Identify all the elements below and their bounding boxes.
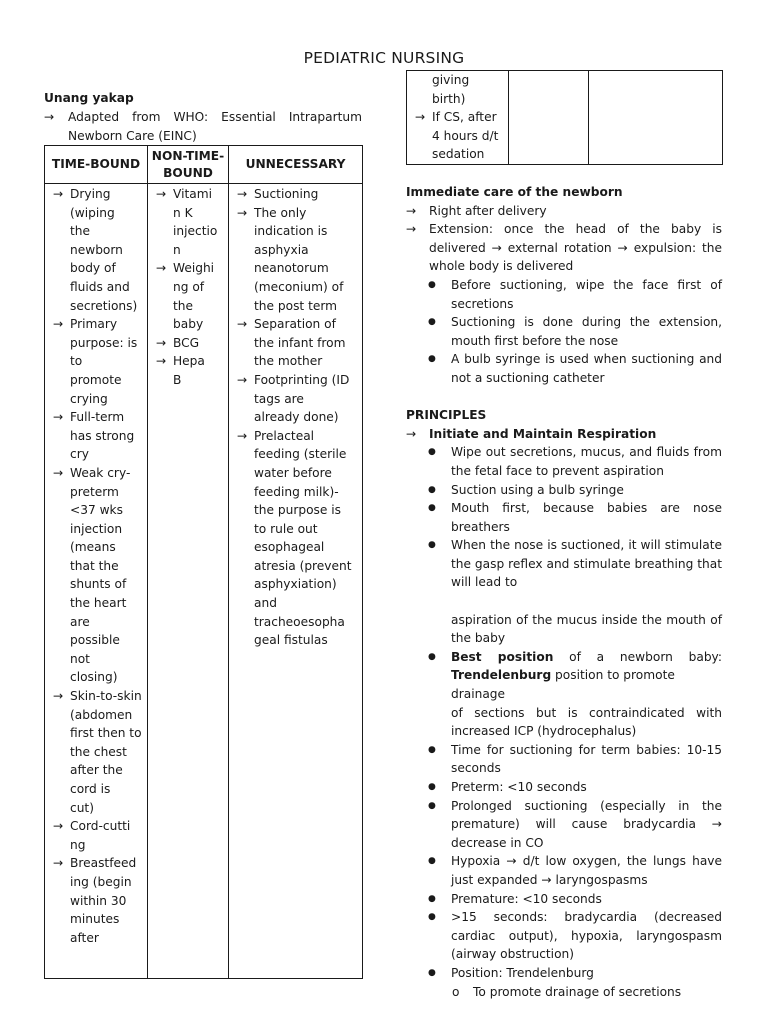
principles-line: Wipe out secretions, mucus, and fluids from — [451, 445, 722, 460]
unnecessary-line: the mother — [254, 354, 323, 369]
header-unnecessary: UNNECESSARY — [229, 146, 363, 184]
time-bound-line: body of — [70, 261, 116, 276]
non-time-bound-line: BCG — [173, 335, 200, 350]
best-position-label: Best position — [451, 649, 554, 664]
right-column — [406, 183, 722, 1001]
immediate-care-bullet — [406, 276, 722, 313]
principles-line: When the nose is suctioned, it will stimulate — [451, 538, 722, 553]
time-bound-line: minutes — [70, 912, 120, 927]
unnecessary-item — [229, 371, 362, 427]
time-bound-line: (means — [70, 540, 116, 555]
immediate-care-line: Suctioning is done during the extension, — [451, 315, 722, 330]
time-bound-line: that the — [70, 558, 119, 573]
unnecessary-line: water before — [254, 465, 332, 480]
immediate-care-line: Before suctioning, wipe the face first of — [451, 277, 722, 292]
principles-bullet — [406, 890, 722, 909]
header-time-bound: TIME-BOUND — [45, 146, 148, 184]
page-title: PEDIATRIC NURSING — [303, 49, 465, 67]
unnecessary-line: geal fistulas — [254, 633, 328, 648]
time-bound-line: possible — [70, 633, 120, 648]
principles-line: Premature: <10 seconds — [451, 891, 602, 906]
bullet-icon: ● — [428, 782, 436, 792]
bullet-icon: ● — [428, 967, 436, 978]
immediate-care-bullet — [406, 313, 722, 350]
unnecessary-line: Prelacteal — [254, 428, 315, 443]
time-bound-line: preterm — [70, 484, 119, 499]
bullet-icon: ● — [428, 279, 436, 290]
time-bound-line: fluids and — [70, 279, 130, 294]
best-position-text-4: increased ICP (hydrocephalus) — [451, 724, 637, 739]
principles-line: Suction using a bulb syringe — [451, 482, 624, 497]
time-bound-line: Drying — [70, 187, 111, 201]
time-bound-line: Skin-to-skin — [70, 689, 142, 704]
non-time-bound-line: ng of — [173, 279, 205, 294]
principles-line: Position: Trendelenburg — [451, 965, 594, 980]
principles-bullet — [406, 481, 722, 500]
non-time-bound-line: n K — [173, 205, 193, 220]
non-time-bound-line: injectio — [173, 224, 218, 239]
principles-line: Preterm: <10 seconds — [451, 780, 587, 794]
aspiration-line-1: aspiration of the mucus inside the mouth of — [451, 612, 722, 627]
time-bound-line: Weak cry- — [70, 465, 131, 480]
arrow-icon: → — [156, 354, 167, 369]
principles-line: >15 seconds: bradycardia (decreased — [451, 910, 722, 925]
non-time-bound-line: B — [173, 372, 182, 387]
principles-line: Prolonged suctioning (especially in the — [451, 798, 722, 813]
time-bound-line: cry — [70, 447, 89, 462]
principles-line: decrease in CO — [451, 835, 544, 850]
arrow-icon: → — [156, 261, 167, 276]
unnecessary-line: asphyxia — [254, 242, 309, 257]
unnecessary-line: Suctioning — [254, 187, 319, 201]
arrow-icon: → — [44, 110, 55, 124]
time-bound-item — [45, 817, 147, 854]
principles-line: the gasp reflex and stimulate breathing that — [451, 556, 722, 571]
adapted-from-item — [44, 108, 362, 145]
bullet-icon: ● — [428, 540, 436, 551]
arrow-icon: → — [406, 426, 417, 441]
non-time-bound-line: Hepa — [173, 354, 205, 369]
immediate-care-line: secretions — [451, 296, 514, 311]
time-bound-item — [45, 687, 147, 817]
immediate-care-line: not a suctioning catheter — [451, 370, 605, 385]
unnecessary-line: indication is — [254, 224, 328, 239]
unnecessary-line: the infant from — [254, 335, 346, 350]
time-bound-line: closing) — [70, 670, 118, 685]
principles-line: premature) will cause bradycardia → — [451, 817, 722, 832]
time-bound-line: Breastfeed — [70, 856, 137, 871]
principles-line: Time for suctioning for term babies: 10-15 — [451, 742, 722, 757]
immediate-care-line: Extension: once the head of the baby is — [429, 222, 722, 237]
best-position-text-3: of sections but is contraindicated with — [451, 705, 722, 720]
principles-bullet — [406, 443, 722, 480]
arrow-icon: → — [415, 110, 426, 125]
time-bound-line: Full-term — [70, 410, 125, 425]
continued-empty-cell — [589, 71, 723, 165]
continued-table — [406, 70, 723, 165]
unnecessary-line: feeding (sterile — [254, 447, 347, 462]
immediate-care-bullet — [406, 350, 722, 387]
unnecessary-line: (meconium) of — [254, 279, 344, 294]
aspiration-line-2: the baby — [451, 631, 506, 646]
arrow-icon: → — [156, 335, 167, 350]
time-bound-line: are — [70, 614, 90, 629]
continued-empty-cell — [509, 71, 589, 165]
principles-line: (airway obstruction) — [451, 947, 574, 962]
unnecessary-line: feeding milk)- — [254, 484, 339, 499]
time-bound-item — [45, 185, 147, 315]
best-position-text-2: position to promote drainage — [451, 668, 675, 702]
unnecessary-line: the purpose is — [254, 503, 341, 518]
non-time-bound-cell — [148, 184, 229, 979]
arrow-icon: → — [53, 317, 64, 332]
time-bound-line: after — [70, 930, 99, 945]
time-bound-line: first then to — [70, 726, 142, 741]
arrow-icon: → — [237, 205, 248, 220]
header-non-time-bound: NON-TIME-BOUND — [148, 146, 229, 184]
bullet-icon: ● — [428, 856, 436, 867]
time-bound-line: <37 wks — [70, 503, 123, 518]
principles-subheading — [406, 425, 722, 444]
principles-bullet — [406, 778, 722, 797]
unnecessary-line: esophageal — [254, 540, 325, 555]
arrow-icon: → — [237, 372, 248, 387]
time-bound-line: to — [70, 354, 83, 369]
unnecessary-item — [229, 315, 362, 371]
principles-line: Mouth first, because babies are nose — [451, 501, 722, 516]
unnecessary-line: already done) — [254, 410, 339, 425]
arrow-icon: → — [156, 187, 167, 201]
time-bound-line: purpose: is — [70, 335, 138, 350]
time-bound-cell — [45, 184, 148, 979]
unnecessary-line: atresia (prevent — [254, 558, 352, 573]
if-cs-item — [407, 108, 508, 164]
unnecessary-line: asphyxiation) — [254, 577, 337, 592]
arrow-icon: → — [237, 187, 248, 201]
unnecessary-line: Footprinting (ID — [254, 372, 350, 387]
non-time-bound-item — [148, 334, 228, 353]
unang-yakap-heading: Unang yakap — [44, 91, 134, 105]
time-bound-line: ng — [70, 837, 86, 852]
time-bound-line: within 30 — [70, 893, 127, 908]
unnecessary-line: neanotorum — [254, 261, 329, 276]
non-time-bound-line: baby — [173, 317, 204, 332]
bullet-icon: ● — [428, 800, 436, 811]
continued-time-bound-cell — [407, 71, 509, 165]
time-bound-line: not — [70, 651, 90, 666]
arrow-icon: → — [237, 428, 248, 443]
immediate-care-line: mouth first before the nose — [451, 333, 619, 348]
sub-bullet-item — [406, 983, 722, 1002]
arrow-icon: → — [406, 203, 417, 218]
non-time-bound-line: Weighi — [173, 261, 215, 276]
arrow-icon: → — [53, 819, 64, 834]
sub-bullet-text: To promote drainage of secretions — [473, 984, 682, 999]
time-bound-line: (abdomen — [70, 707, 133, 722]
non-time-bound-line: Vitami — [173, 187, 212, 201]
time-bound-line: crying — [70, 391, 108, 406]
principles-line: the fetal face to prevent aspiration — [451, 463, 664, 478]
principles-bullet — [406, 741, 722, 778]
time-bound-item — [45, 464, 147, 687]
time-bound-line: Cord-cutti — [70, 819, 131, 834]
principles-heading: PRINCIPLES — [406, 408, 487, 423]
principles-line: Hypoxia → d/t low oxygen, the lungs have — [451, 854, 722, 869]
arrow-icon: → — [53, 187, 64, 201]
immediate-care-line: whole body is delivered — [429, 259, 574, 274]
non-time-bound-item — [148, 185, 228, 259]
time-bound-line: (wiping — [70, 205, 115, 220]
principles-line: breathers — [451, 519, 510, 534]
bullet-icon: ● — [428, 484, 436, 495]
arrow-icon: → — [53, 856, 64, 871]
einc-table — [44, 145, 363, 979]
non-time-bound-item — [148, 352, 228, 389]
time-bound-line: cord is — [70, 782, 111, 796]
continued-line-2: birth) — [432, 91, 466, 106]
unnecessary-line: Separation of — [254, 317, 336, 332]
time-bound-line: Primary — [70, 317, 118, 332]
unnecessary-line: tags are — [254, 391, 304, 406]
if-cs-line-3: sedation — [432, 147, 485, 162]
bullet-icon: ● — [428, 354, 436, 365]
principles-bullet — [406, 852, 722, 889]
bullet-icon: ● — [428, 447, 436, 458]
principles-bullet — [406, 908, 722, 964]
unnecessary-line: to rule out — [254, 521, 318, 536]
immediate-care-heading: Immediate care of the newborn — [406, 185, 623, 199]
unnecessary-line: The only — [254, 205, 307, 220]
adapted-line-2: Newborn Care (EINC) — [68, 128, 197, 143]
bullet-icon: ● — [428, 744, 436, 755]
immediate-care-line: Right after delivery — [429, 203, 547, 218]
principles-line: seconds — [451, 761, 501, 776]
time-bound-line: secretions) — [70, 298, 138, 313]
time-bound-line: cut) — [70, 800, 94, 815]
bullet-icon: ● — [428, 503, 436, 514]
arrow-icon: → — [53, 689, 64, 704]
principles-bullet — [406, 536, 722, 592]
non-time-bound-line: the — [173, 298, 194, 313]
unnecessary-item — [229, 427, 362, 650]
arrow-icon: → — [406, 222, 417, 237]
principles-subheading-text: Initiate and Maintain Respiration — [429, 426, 657, 441]
bullet-icon: ● — [428, 912, 436, 923]
time-bound-line: newborn — [70, 242, 123, 257]
bullet-icon: ● — [428, 317, 436, 328]
bullet-icon: ● — [428, 893, 436, 904]
best-position-bullet — [406, 648, 722, 741]
time-bound-item — [45, 854, 147, 947]
immediate-care-item — [406, 220, 722, 276]
time-bound-item — [45, 408, 147, 464]
principles-bullet — [406, 964, 722, 983]
principles-line: just expanded → laryngospasms — [451, 872, 648, 887]
arrow-icon: → — [237, 317, 248, 332]
unnecessary-item — [229, 185, 362, 204]
adapted-line-1: Adapted from WHO: Essential Intrapartum — [68, 110, 362, 124]
principles-bullet — [406, 797, 722, 853]
unnecessary-line: the post term — [254, 298, 338, 313]
time-bound-item — [45, 315, 147, 408]
if-cs-line-2: 4 hours d/t — [432, 128, 499, 143]
time-bound-line: ing (begin — [70, 874, 132, 889]
time-bound-line: promote — [70, 372, 122, 387]
sub-bullet-icon: o — [452, 984, 460, 999]
immediate-care-line: A bulb syringe is used when suctioning and — [451, 352, 722, 367]
unnecessary-item — [229, 204, 362, 316]
best-position-text-1: of a newborn baby: — [553, 649, 722, 664]
principles-bullet — [406, 499, 722, 536]
time-bound-line: the chest — [70, 744, 127, 759]
unnecessary-line: tracheoesopha — [254, 614, 345, 629]
time-bound-line: after the — [70, 763, 123, 778]
immediate-care-line: delivered → external rotation → expulsion: the — [429, 240, 722, 255]
unnecessary-cell — [229, 184, 363, 979]
arrow-icon: → — [53, 465, 64, 480]
continued-line-1: giving — [432, 73, 470, 87]
unnecessary-line: and — [254, 596, 277, 611]
trendelenburg-label: Trendelenburg — [451, 668, 552, 683]
time-bound-line: the — [70, 224, 91, 239]
immediate-care-item — [406, 202, 722, 221]
non-time-bound-item — [148, 259, 228, 333]
time-bound-line: shunts of — [70, 577, 127, 592]
bullet-icon: ● — [428, 651, 436, 662]
principles-line: will lead to — [451, 575, 518, 590]
time-bound-line: has strong — [70, 428, 135, 443]
if-cs-line-1: If CS, after — [432, 110, 497, 125]
arrow-icon: → — [53, 410, 64, 425]
principles-line: cardiac output), hypoxia, laryngospasm — [451, 928, 722, 943]
time-bound-line: the heart — [70, 596, 127, 611]
non-time-bound-line: n — [173, 242, 181, 257]
time-bound-line: injection — [70, 521, 123, 536]
